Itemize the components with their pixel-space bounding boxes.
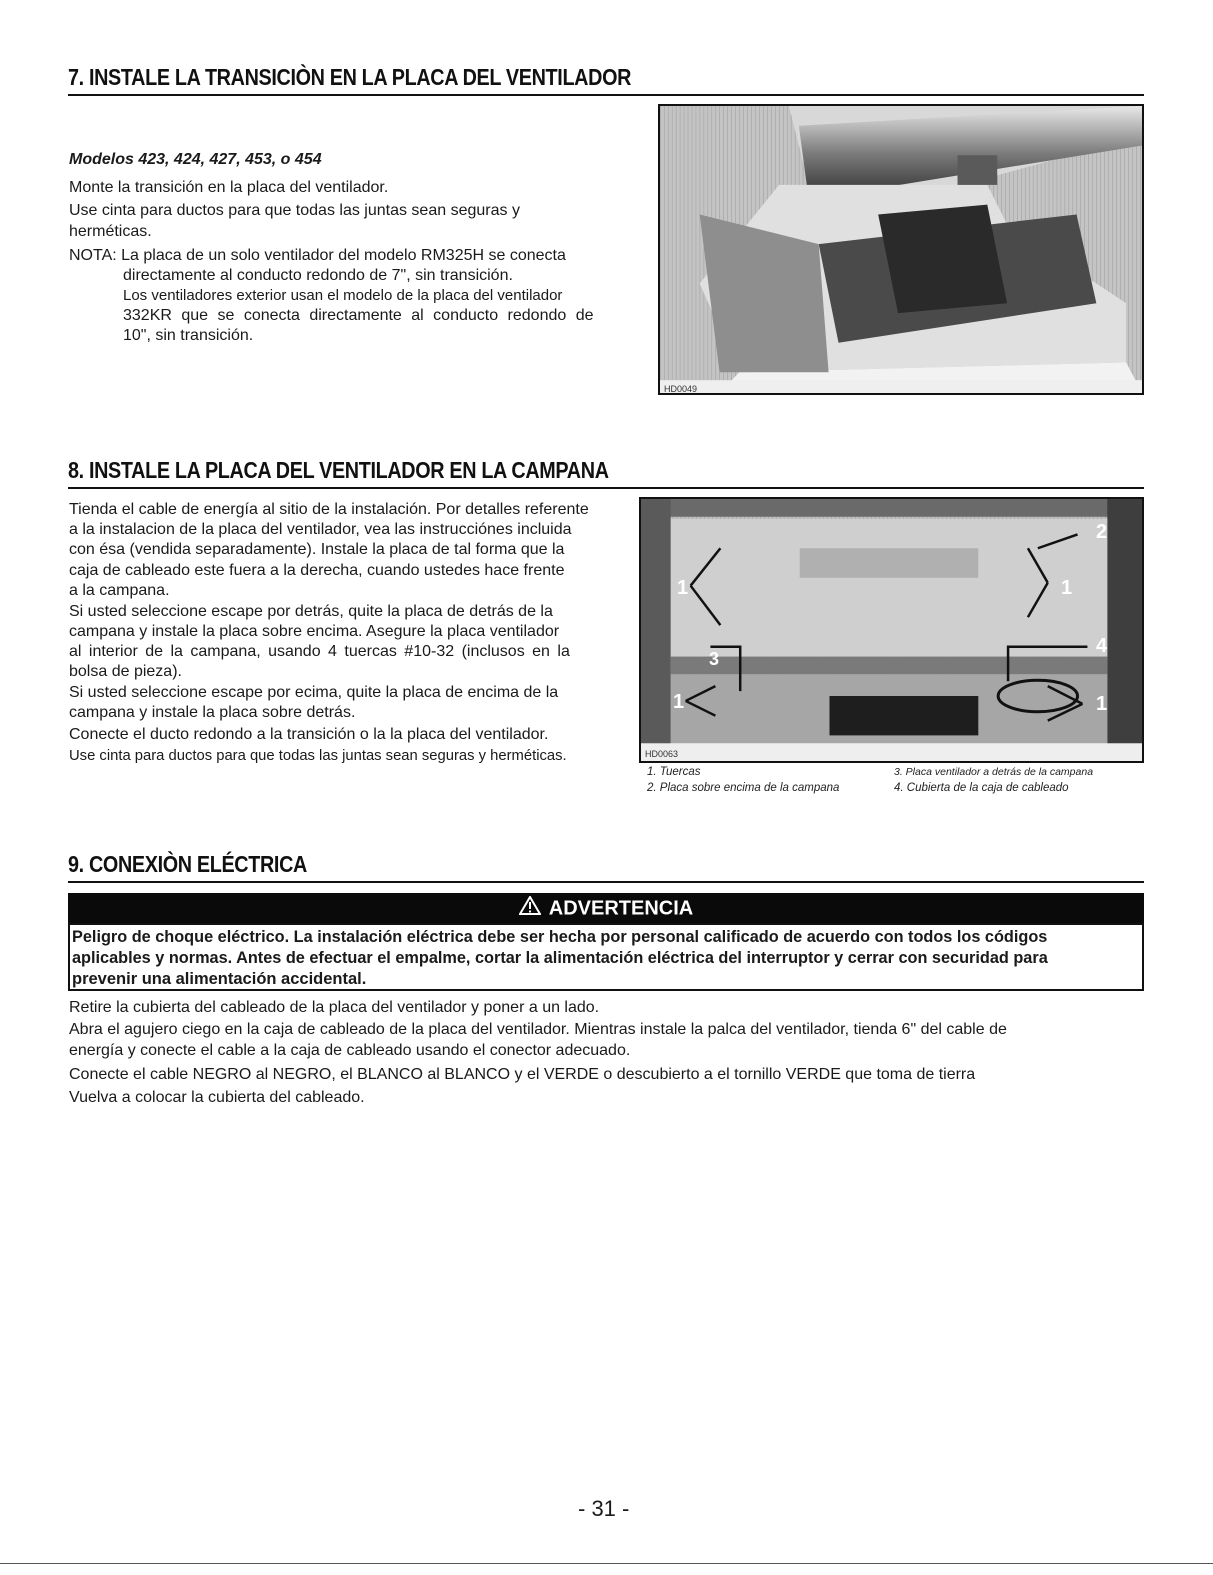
s7-line-1: Monte la transición en la placa del ventilador.	[69, 179, 389, 196]
callout-1d: 1	[1096, 693, 1108, 715]
s8-line-3: con ésa (vendida separadamente). Instale la placa de tal forma que la	[69, 541, 565, 558]
callout-1b: 1	[1061, 577, 1073, 599]
warning-line-2: aplicables y normas. Antes de efectuar el empalme, cortar la alimentación eléctrica del interruptor y cerrar con securidad para	[72, 949, 1048, 967]
s9-line-4: Conecte el cable NEGRO al NEGRO, el BLANCO al BLANCO y el VERDE o descubierto a el tornillo VERDE que toma de tierra	[69, 1066, 976, 1083]
transition-photo-graphic	[660, 106, 1142, 393]
bottom-rule	[0, 1563, 1213, 1564]
warning-title-bar	[68, 893, 1144, 923]
s9-line-5: Vuelva a colocar la cubierta del cableado.	[69, 1089, 365, 1106]
s8-line-4: caja de cableado este fuera a la derecha, cuando ustedes hace frente	[69, 562, 565, 579]
s8-line-12: Conecte el ducto redondo a la transición o la la placa del ventilador.	[69, 726, 549, 743]
callout-1a: 1	[677, 577, 689, 599]
s7-note-line-1: NOTA: La placa de un solo ventilador del modelo RM325H se conecta	[69, 247, 566, 264]
callout-1c: 1	[673, 691, 685, 713]
s8-line-5: a la campana.	[69, 582, 170, 599]
s8-line-9: bolsa de pieza).	[69, 663, 182, 680]
s8-line-8: al interior de la campana, usando 4 tuercas #10-32 (inclusos en la	[69, 643, 570, 660]
caption-3: 3. Placa ventilador a detrás de la campana	[894, 766, 1094, 778]
page-number: - 31 -	[578, 1496, 630, 1521]
s7-note-line-5: 10", sin transición.	[123, 327, 254, 344]
caption-1: 1. Tuercas	[647, 766, 701, 778]
s9-line-1: Retire la cubierta del cableado de la placa del ventilador y poner a un lado.	[69, 999, 600, 1016]
s8-line-11: campana y instale la placa sobre detrás.	[69, 704, 356, 721]
warning-title: ADVERTENCIA	[548, 897, 694, 920]
warning-triangle-icon	[519, 894, 541, 924]
s8-line-10: Si usted seleccione escape por ecima, quite la placa de encima de la	[69, 684, 559, 701]
callout-4: 4	[1096, 635, 1108, 657]
transition-photo	[658, 104, 1144, 395]
section-7-heading: 7. INSTALE LA TRANSICIÒN EN LA PLACA DEL VENTILADOR	[68, 64, 632, 90]
callout-3: 3	[709, 649, 720, 669]
models-label: Modelos 423, 424, 427, 453, o 454	[69, 151, 322, 168]
s8-line-2: a la instalacion de la placa del ventilador, vea las instrucciónes incluida	[69, 521, 572, 538]
s7-note-line-2: directamente al conducto redondo de 7", sin transición.	[123, 267, 513, 284]
s7-note-line-4: 332KR que se conecta directamente al conducto redondo de	[123, 307, 594, 324]
hood-plate-photo	[639, 497, 1144, 763]
s7-line-2: Use cinta para ductos para que todas las juntas sean seguras y	[69, 202, 520, 219]
photo-tag-hd0063: HD0063	[645, 749, 679, 759]
section-9-rule	[68, 881, 1144, 883]
caption-4: 4. Cubierta de la caja de cableado	[894, 782, 1069, 794]
section-8-rule	[68, 487, 1144, 489]
s8-line-6: Si usted seleccione escape por detrás, quite la placa de detrás de la	[69, 603, 553, 620]
s8-line-1: Tienda el cable de energía al sitio de la instalación. Por detalles referente	[69, 501, 589, 518]
section-8-heading: 8. INSTALE LA PLACA DEL VENTILADOR EN LA CAMPANA	[68, 457, 609, 483]
warning-line-3: prevenir una alimentación accidental.	[72, 970, 367, 988]
photo-tag-hd0049: HD0049	[664, 384, 698, 394]
s7-note-line-3: Los ventiladores exterior usan el modelo de la placa del ventilador	[123, 287, 563, 304]
warning-box	[68, 923, 1144, 991]
hood-plate-photo-graphic	[641, 499, 1142, 761]
s7-line-3: herméticas.	[69, 223, 152, 240]
s9-line-3: energía y conecte el cable a la caja de cableado usando el conector adecuado.	[69, 1042, 631, 1059]
caption-2: 2. Placa sobre encima de la campana	[647, 782, 840, 794]
s9-line-2: Abra el agujero ciego en la caja de cableado de la placa del ventilador. Mientras instale la palca del ventilador, tienda 6" del cable de	[69, 1021, 1007, 1038]
section-7-rule	[68, 94, 1144, 96]
section-9-heading: 9. CONEXIÒN ELÉCTRICA	[68, 851, 307, 877]
s8-line-13: Use cinta para ductos para que todas las juntas sean seguras y herméticas.	[69, 748, 567, 764]
warning-line-1: Peligro de choque eléctrico. La instalación eléctrica debe ser hecha por personal calificado de acuerdo con todos los códigos	[72, 928, 1048, 946]
s8-line-7: campana y instale la placa sobre encima. Asegure la placa ventilador	[69, 623, 560, 640]
callout-2: 2	[1096, 521, 1108, 543]
